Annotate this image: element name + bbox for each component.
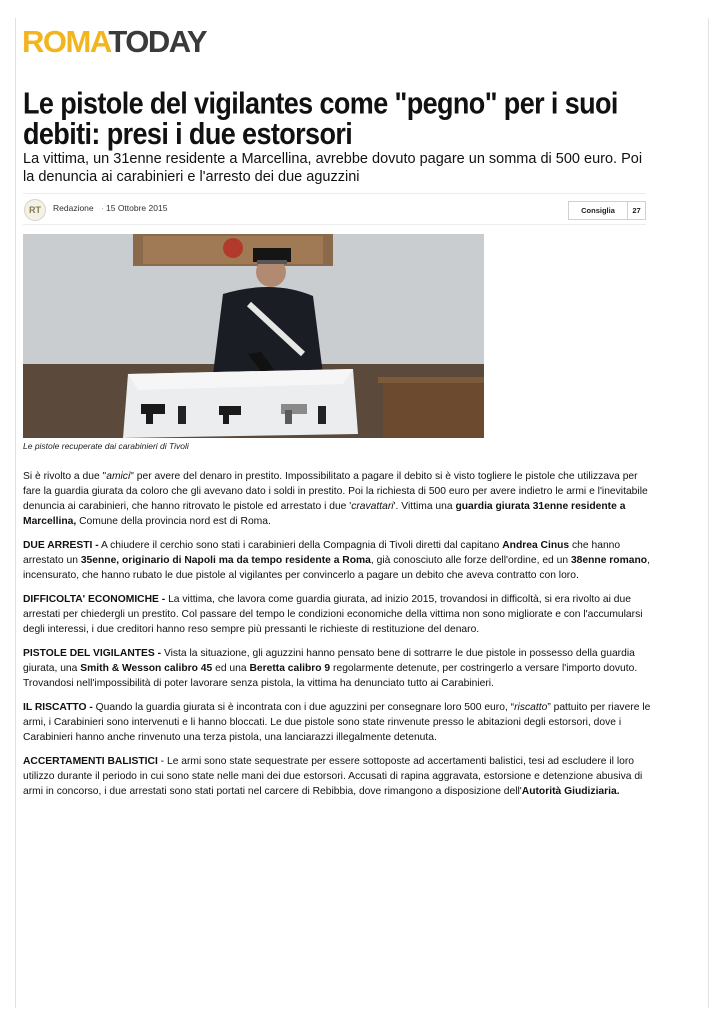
publish-date: 15 Ottobre 2015 <box>106 203 168 213</box>
author-name[interactable]: Redazione <box>53 203 94 213</box>
photo-carabiniere-illustration <box>23 234 484 438</box>
paragraph-due-arresti: DUE ARRESTI - A chiudere il cerchio sono stati i carabinieri della Compagnia di Tivoli diretti dal capitano Andrea Cinus che hanno arrestato un 35enne, originario di Napoli ma da tempo residente a Roma, già conosciuto alle forze dell'ordine, ed un 38enne romano, incensurato, che hanno rubato le due pistole al vigilantes per convincerlo a pagare un debito che aveva contratto con loro. <box>23 540 650 581</box>
page-border-right <box>708 18 709 1008</box>
recommend-count: 27 <box>627 202 645 219</box>
meta-divider-bottom <box>23 224 646 225</box>
article-photo <box>23 234 484 438</box>
logo-roma: ROMA <box>22 24 109 59</box>
site-logo[interactable] <box>22 24 206 60</box>
author-avatar[interactable]: RT <box>24 199 46 221</box>
article-title: Le pistole del vigilantes come "pegno" per i suoi debiti: presi i due estorsori <box>23 86 618 151</box>
meta-divider-top <box>23 193 646 194</box>
logo-today: TODAY <box>108 24 207 59</box>
paragraph-difficolta-economiche: DIFFICOLTA' ECONOMICHE - La vittima, che lavora come guardia giurata, ad inizio 2015, trovandosi in difficoltà, si era rivolto ai due arrestati per chiedergli un prestito. Col passare del tempo le condizioni economiche della vittima non sono migliorate e con l'accumularsi degli interessi, i due creditori hanno reso sempre più pressanti le richieste di restituzione del denaro. <box>23 594 643 635</box>
paragraph-il-riscatto: IL RISCATTO - Quando la guardia giurata si è incontrata con i due aguzzini per consegnare loro 500 euro, “riscatto” pattuito per riavere le armi, i Carabinieri sono intervenuti e li hanno bloccati. Le due pistole sono state rinvenute presso le abitazioni degli estorsori, dove i Carabinieri hanno anche rinvenuto una terza pistola, una lanciarazzi illegalmente detenuta. <box>23 702 651 743</box>
paragraph-intro: Si è rivolto a due "amici" per avere del denaro in prestito. Impossibilitato a pagare il debito si è visto togliere le pistole che utilizzava per fare la guardia giurata da coloro che gli avevano dato i soldi in prestito. Poi la richiesta di 500 euro per avere indietro le armi e l'inevitabile denuncia ai carabinieri, che hanno ritrovato le pistole ed arrestato i due 'cravattari'. Vittima una guardia giurata 31enne residente a Marcellina, Comune della provincia nord est di Roma. <box>23 471 648 527</box>
article-body <box>23 469 651 808</box>
meta-separator: · <box>101 203 104 213</box>
page-border-left <box>15 18 16 1008</box>
photo-caption: Le pistole recuperate dai carabinieri di Tivoli <box>23 441 189 451</box>
paragraph-pistole-del-vigilantes: PISTOLE DEL VIGILANTES - Vista la situazione, gli aguzzini hanno pensato bene di sottrarre le due pistole in possesso della guardia giurata, una Smith & Wesson calibro 45 ed una Beretta calibro 9 regolarmente detenute, per costringerlo a versare l'importo dovuto. Trovandosi nell'impossibilità di poter lavorare senza pistola, la vittima ha denunciato tutto ai Carabinieri. <box>23 648 638 689</box>
recommend-button[interactable] <box>568 201 646 220</box>
recommend-label: Consiglia <box>581 206 615 215</box>
article-subtitle: La vittima, un 31enne residente a Marcellina, avrebbe dovuto pagare un somma di 500 euro. Poi la denuncia ai carabinieri e l'arresto dei due aguzzini <box>23 151 643 185</box>
paragraph-accertamenti-balistici: ACCERTAMENTI BALISTICI - Le armi sono state sequestrate per essere sottoposte ad accertamenti balistici, tesi ad escludere il loro utilizzo durante il periodo in cui sono state nelle mani dei due estorsori. Accusati di rapina aggravata, estorsione e detenzione abusiva di armi in concorso, i due arrestati sono stati portati nel carcere di Rebibbia, dove rimangono a disposizione dell'Autorità Giudiziaria. <box>23 756 643 797</box>
